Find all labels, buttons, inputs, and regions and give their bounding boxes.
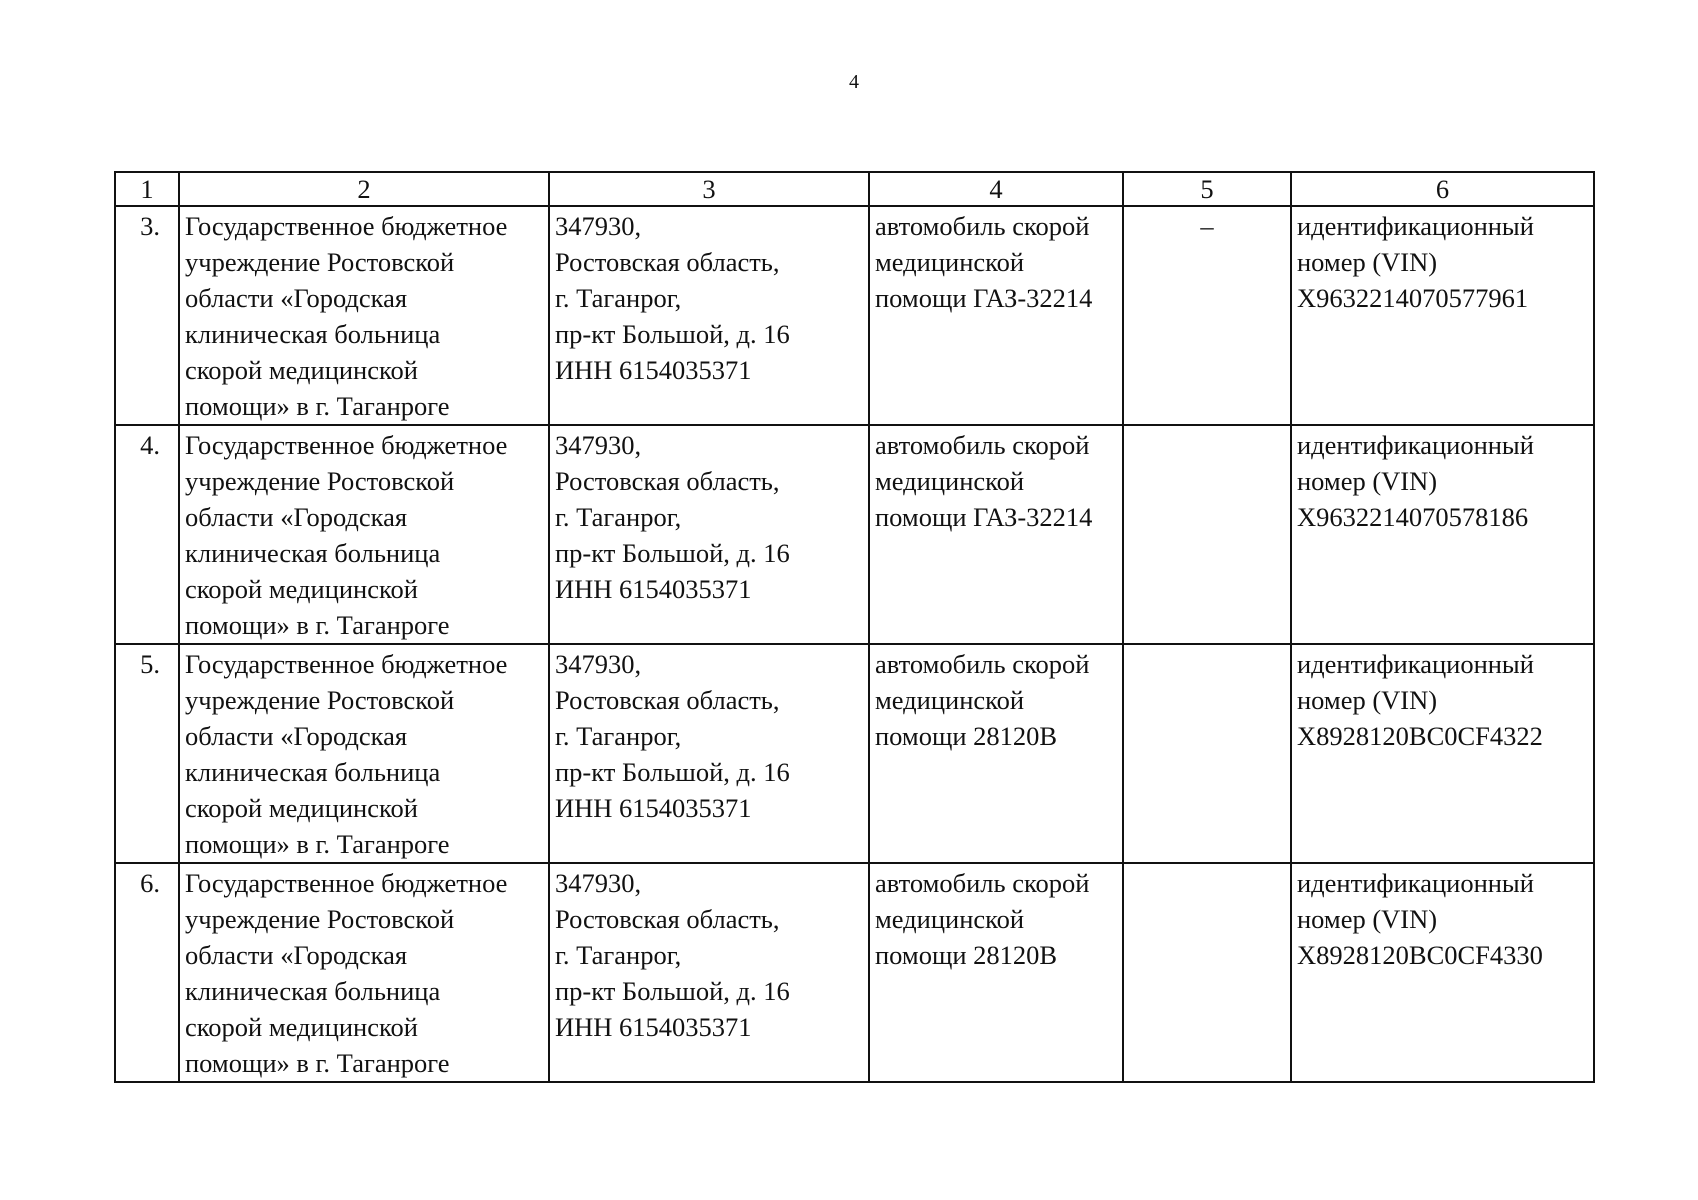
organization-cell-line: клиническая больница bbox=[185, 976, 441, 1006]
row-number: 6. bbox=[115, 863, 179, 1082]
organization-cell-line: клиническая больница bbox=[185, 319, 441, 349]
organization-cell-line: помощи» в г. Таганроге bbox=[185, 829, 450, 859]
table-row bbox=[115, 425, 1594, 644]
identification-cell bbox=[1291, 863, 1594, 1082]
address-cell-line: г. Таганрог, bbox=[555, 721, 682, 751]
identification-cell bbox=[1291, 206, 1594, 425]
organization-cell-line: учреждение Ростовской bbox=[185, 247, 455, 277]
vehicle-cell bbox=[869, 863, 1123, 1082]
column-5-cell bbox=[1123, 425, 1291, 644]
identification-cell-line: номер (VIN) bbox=[1297, 466, 1438, 496]
organization-cell bbox=[179, 644, 549, 863]
organization-cell-line: Государственное бюджетное bbox=[185, 649, 508, 679]
organization-cell-line: Государственное бюджетное bbox=[185, 868, 508, 898]
identification-cell-line: идентификационный bbox=[1297, 649, 1534, 679]
organization-cell-line: учреждение Ростовской bbox=[185, 685, 455, 715]
address-cell-line: 347930, bbox=[555, 430, 642, 460]
address-cell-line: пр-кт Большой, д. 16 bbox=[555, 319, 790, 349]
header-cell-5: 5 bbox=[1123, 172, 1291, 206]
vehicle-cell-line: медицинской bbox=[875, 904, 1025, 934]
header-cell-1: 1 bbox=[115, 172, 179, 206]
identification-cell-line: X8928120BC0CF4330 bbox=[1297, 940, 1543, 970]
header-cell-3: 3 bbox=[549, 172, 869, 206]
vehicle-cell-line: автомобиль скорой bbox=[875, 868, 1090, 898]
organization-cell-line: учреждение Ростовской bbox=[185, 904, 455, 934]
header-row bbox=[115, 172, 1594, 206]
identification-cell-line: идентификационный bbox=[1297, 211, 1534, 241]
vehicle-cell bbox=[869, 425, 1123, 644]
identification-cell-line: X9632214070577961 bbox=[1297, 283, 1529, 313]
address-cell-line: пр-кт Большой, д. 16 bbox=[555, 976, 790, 1006]
identification-cell-line: номер (VIN) bbox=[1297, 904, 1438, 934]
vehicle-cell-line: помощи ГАЗ-32214 bbox=[875, 283, 1093, 313]
address-cell-line: г. Таганрог, bbox=[555, 940, 682, 970]
address-cell bbox=[549, 863, 869, 1082]
address-cell-line: пр-кт Большой, д. 16 bbox=[555, 538, 790, 568]
organization-cell-line: скорой медицинской bbox=[185, 1012, 418, 1042]
address-cell-line: ИНН 6154035371 bbox=[555, 1012, 752, 1042]
column-5-cell: – bbox=[1123, 206, 1291, 425]
address-cell-line: г. Таганрог, bbox=[555, 283, 682, 313]
address-cell-line: Ростовская область, bbox=[555, 685, 780, 715]
organization-cell-line: скорой медицинской bbox=[185, 355, 418, 385]
address-cell bbox=[549, 644, 869, 863]
vehicle-table bbox=[114, 171, 1595, 1083]
organization-cell-line: помощи» в г. Таганроге bbox=[185, 1048, 450, 1078]
page-number: 4 bbox=[849, 71, 859, 93]
address-cell-line: ИНН 6154035371 bbox=[555, 793, 752, 823]
vehicle-cell bbox=[869, 206, 1123, 425]
organization-cell-line: области «Городская bbox=[185, 283, 408, 313]
organization-cell-line: учреждение Ростовской bbox=[185, 466, 455, 496]
address-cell-line: 347930, bbox=[555, 211, 642, 241]
vehicle-cell-line: медицинской bbox=[875, 685, 1025, 715]
address-cell-line: ИНН 6154035371 bbox=[555, 355, 752, 385]
organization-cell-line: области «Городская bbox=[185, 721, 408, 751]
vehicle-cell-line: помощи 28120В bbox=[875, 940, 1058, 970]
table-row bbox=[115, 863, 1594, 1082]
organization-cell-line: клиническая больница bbox=[185, 538, 441, 568]
row-number: 5. bbox=[115, 644, 179, 863]
header-cell-6: 6 bbox=[1291, 172, 1594, 206]
identification-cell-line: номер (VIN) bbox=[1297, 247, 1438, 277]
table-body bbox=[115, 172, 1594, 1082]
table-row bbox=[115, 644, 1594, 863]
address-cell bbox=[549, 425, 869, 644]
organization-cell bbox=[179, 425, 549, 644]
identification-cell-line: идентификационный bbox=[1297, 430, 1534, 460]
address-cell-line: Ростовская область, bbox=[555, 904, 780, 934]
organization-cell-line: помощи» в г. Таганроге bbox=[185, 610, 450, 640]
vehicle-cell bbox=[869, 644, 1123, 863]
header-cell-2: 2 bbox=[179, 172, 549, 206]
vehicle-cell-line: медицинской bbox=[875, 466, 1025, 496]
row-number: 4. bbox=[115, 425, 179, 644]
organization-cell bbox=[179, 206, 549, 425]
vehicle-cell-line: автомобиль скорой bbox=[875, 430, 1090, 460]
identification-cell bbox=[1291, 644, 1594, 863]
organization-cell bbox=[179, 863, 549, 1082]
organization-cell-line: скорой медицинской bbox=[185, 793, 418, 823]
column-5-cell bbox=[1123, 644, 1291, 863]
organization-cell-line: скорой медицинской bbox=[185, 574, 418, 604]
address-cell-line: г. Таганрог, bbox=[555, 502, 682, 532]
organization-cell-line: помощи» в г. Таганроге bbox=[185, 391, 450, 421]
address-cell-line: ИНН 6154035371 bbox=[555, 574, 752, 604]
organization-cell-line: клиническая больница bbox=[185, 757, 441, 787]
vehicle-cell-line: помощи 28120В bbox=[875, 721, 1058, 751]
address-cell-line: Ростовская область, bbox=[555, 247, 780, 277]
row-number: 3. bbox=[115, 206, 179, 425]
identification-cell-line: X8928120BC0CF4322 bbox=[1297, 721, 1543, 751]
vehicle-cell-line: помощи ГАЗ-32214 bbox=[875, 502, 1093, 532]
address-cell bbox=[549, 206, 869, 425]
address-cell-line: Ростовская область, bbox=[555, 466, 780, 496]
column-5-cell bbox=[1123, 863, 1291, 1082]
organization-cell-line: Государственное бюджетное bbox=[185, 430, 508, 460]
address-cell-line: 347930, bbox=[555, 868, 642, 898]
organization-cell-line: области «Городская bbox=[185, 940, 408, 970]
address-cell-line: 347930, bbox=[555, 649, 642, 679]
identification-cell-line: идентификационный bbox=[1297, 868, 1534, 898]
identification-cell-line: X9632214070578186 bbox=[1297, 502, 1529, 532]
identification-cell bbox=[1291, 425, 1594, 644]
organization-cell-line: Государственное бюджетное bbox=[185, 211, 508, 241]
vehicle-cell-line: медицинской bbox=[875, 247, 1025, 277]
vehicle-cell-line: автомобиль скорой bbox=[875, 649, 1090, 679]
table-row bbox=[115, 206, 1594, 425]
organization-cell-line: области «Городская bbox=[185, 502, 408, 532]
vehicle-cell-line: автомобиль скорой bbox=[875, 211, 1090, 241]
address-cell-line: пр-кт Большой, д. 16 bbox=[555, 757, 790, 787]
identification-cell-line: номер (VIN) bbox=[1297, 685, 1438, 715]
header-cell-4: 4 bbox=[869, 172, 1123, 206]
